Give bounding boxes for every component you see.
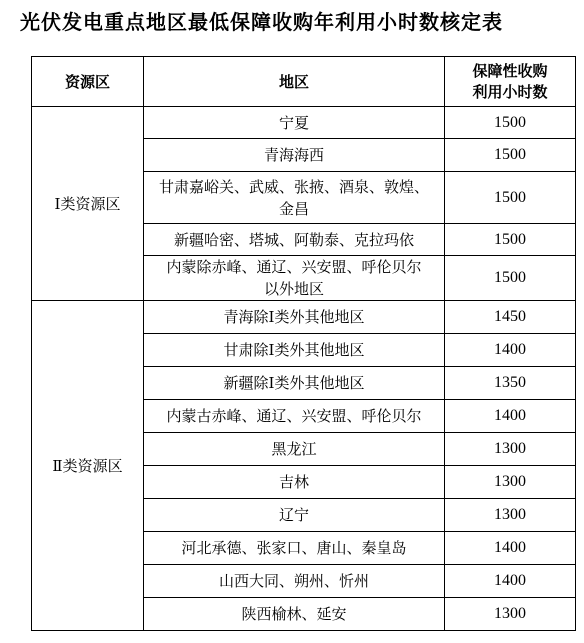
hours-table: [31, 56, 576, 631]
region-cell: 吉林: [144, 466, 445, 499]
header-resource-zone: 资源区: [32, 57, 144, 107]
region-cell: 内蒙古赤峰、通辽、兴安盟、呼伦贝尔: [144, 400, 445, 433]
hours-cell: 1500: [445, 172, 576, 224]
table-body: [32, 107, 576, 631]
resource-zone-cell: Ⅱ类资源区: [32, 301, 144, 631]
region-cell: 新疆哈密、塔城、阿勒泰、克拉玛依: [144, 224, 445, 256]
header-hours: [445, 57, 576, 107]
region-cell: 宁夏: [144, 107, 445, 139]
resource-zone-cell: Ⅰ类资源区: [32, 107, 144, 301]
hours-cell: 1300: [445, 598, 576, 631]
region-cell: 青海海西: [144, 139, 445, 172]
hours-cell: 1300: [445, 466, 576, 499]
hours-cell: 1450: [445, 301, 576, 334]
region-cell: 河北承德、张家口、唐山、秦皇岛: [144, 532, 445, 565]
hours-cell: 1400: [445, 334, 576, 367]
header-region: 地区: [144, 57, 445, 107]
hours-cell: 1300: [445, 499, 576, 532]
region-cell: 辽宁: [144, 499, 445, 532]
region-cell: 青海除Ⅰ类外其他地区: [144, 301, 445, 334]
hours-cell: 1400: [445, 400, 576, 433]
table-header-row: [32, 57, 576, 107]
region-cell: 山西大同、朔州、忻州: [144, 565, 445, 598]
table-row: [32, 107, 576, 139]
hours-cell: 1350: [445, 367, 576, 400]
header-hours-text: 保障性收购 利用小时数: [472, 61, 548, 101]
hours-cell: 1400: [445, 565, 576, 598]
region-cell: 黑龙江: [144, 433, 445, 466]
region-cell: 甘肃嘉峪关、武威、张掖、酒泉、敦煌、 金昌: [144, 172, 445, 224]
hours-cell: 1400: [445, 532, 576, 565]
hours-cell: 1300: [445, 433, 576, 466]
hours-cell: 1500: [445, 107, 576, 139]
region-cell: 新疆除Ⅰ类外其他地区: [144, 367, 445, 400]
hours-cell: 1500: [445, 224, 576, 256]
page-title: 光伏发电重点地区最低保障收购年利用小时数核定表: [20, 10, 503, 34]
region-cell: 内蒙除赤峰、通辽、兴安盟、呼伦贝尔 以外地区: [144, 256, 445, 301]
hours-cell: 1500: [445, 139, 576, 172]
table-row: [32, 301, 576, 334]
region-cell: 陕西榆林、延安: [144, 598, 445, 631]
region-cell: 甘肃除Ⅰ类外其他地区: [144, 334, 445, 367]
hours-cell: 1500: [445, 256, 576, 301]
